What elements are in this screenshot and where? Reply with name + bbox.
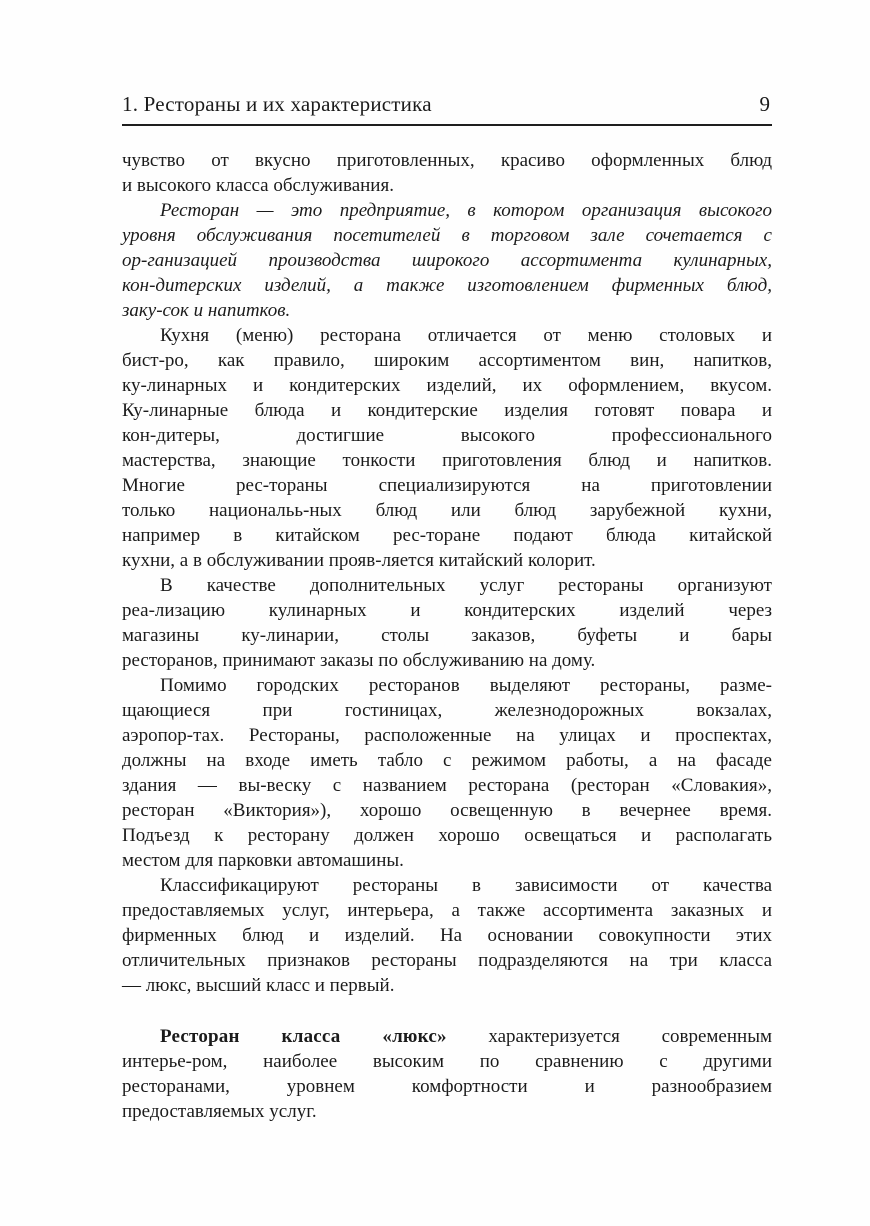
text-line: реа-лизацию кулинарных и кондитерских изделий через — [122, 600, 772, 621]
text-line: ку-линарных и кондитерских изделий, их оформлением, вкусом. — [122, 375, 772, 396]
text-line: ресторан «Виктория»), хорошо освещенную в вечернее время. — [122, 800, 772, 821]
text-line: бист-ро, как правило, широким ассортиментом вин, напитков, — [122, 350, 772, 371]
body-text — [122, 148, 772, 1124]
text-line: Помимо городских ресторанов выделяют рестораны, разме- — [160, 675, 772, 696]
bold-lead: Ресторан класса «люкс» — [160, 1026, 447, 1047]
text-line: например в китайском рес-торане подают блюда китайской — [122, 525, 772, 546]
text-line: отличительных признаков рестораны подразделяются на три класса — [122, 950, 772, 971]
text-line: щающиеся при гостиницах, железнодорожных вокзалах, — [122, 700, 772, 721]
text-line: Подъезд к ресторану должен хорошо освещаться и располагать — [122, 825, 772, 846]
text-line: ресторанами, уровнем комфортности и разнообразием — [122, 1076, 772, 1097]
text-line: Классификацируют рестораны в зависимости от качества — [160, 875, 772, 896]
text-line: Ресторан — это предприятие, в котором организация высокого — [160, 200, 772, 221]
paragraph — [122, 573, 772, 673]
chapter-title: 1. Рестораны и их характеристика — [122, 92, 432, 116]
text-line: должны на входе иметь табло с режимом работы, а на фасаде — [122, 750, 772, 771]
text-line: — люкс, высший класс и первый. — [122, 975, 395, 996]
text-line: предоставляемых услуг. — [122, 1101, 317, 1122]
paragraph — [122, 873, 772, 998]
text-line: здания — вы-веску с названием ресторана (ресторан «Словакия», — [122, 775, 772, 796]
page-number: 9 — [759, 92, 770, 116]
text-line: предоставляемых услуг, интерьера, а также ассортимента заказных и — [122, 900, 772, 921]
text-line: кон-дитерских изделий, а также изготовлением фирменных блюд, — [122, 275, 772, 296]
paragraph — [122, 1024, 772, 1124]
text-line: кухни, а в обслуживании прояв-ляется китайский колорит. — [122, 550, 596, 571]
text-line: Многие рес-тораны специализируются на приготовлении — [122, 475, 772, 496]
text-line: заку-сок и напитков. — [122, 300, 291, 321]
text-line: ресторанов, принимают заказы по обслуживанию на дому. — [122, 650, 596, 671]
paragraph — [122, 148, 772, 198]
text-line: Ку-линарные блюда и кондитерские изделия готовят повара и — [122, 400, 772, 421]
text-line: мастерства, знающие тонкости приготовления блюд и напитков. — [122, 450, 772, 471]
running-header — [122, 92, 772, 126]
text-line: интерье-ром, наиболее высоким по сравнению с другими — [122, 1051, 772, 1072]
page-content — [122, 92, 772, 1124]
text-line: кон-дитеры, достигшие высокого профессионального — [122, 425, 772, 446]
text-line: и высокого класса обслуживания. — [122, 175, 394, 196]
text-line: местом для парковки автомашины. — [122, 850, 404, 871]
text-line: аэропор-тах. Рестораны, расположенные на улицах и проспектах, — [122, 725, 772, 746]
text-line: уровня обслуживания посетителей в торговом зале сочетается с — [122, 225, 772, 246]
paragraph — [122, 323, 772, 573]
paragraph — [122, 673, 772, 873]
text-line: Кухня (меню) ресторана отличается от меню столовых и — [160, 325, 772, 346]
text-line: фирменных блюд и изделий. На основании совокупности этих — [122, 925, 772, 946]
text-line: ор-ганизацией производства широкого ассортимента кулинарных, — [122, 250, 772, 271]
text-line: только национальь-ных блюд или блюд зарубежной кухни, — [122, 500, 772, 521]
text-line: В качестве дополнительных услуг рестораны организуют — [160, 575, 772, 596]
text-line: Ресторан класса «люкс» характеризуется современным — [160, 1026, 772, 1047]
text-line: магазины ку-линарии, столы заказов, буфеты и бары — [122, 625, 772, 646]
text-line: чувство от вкусно приготовленных, красиво оформленных блюд — [122, 150, 772, 171]
paragraph — [122, 198, 772, 323]
